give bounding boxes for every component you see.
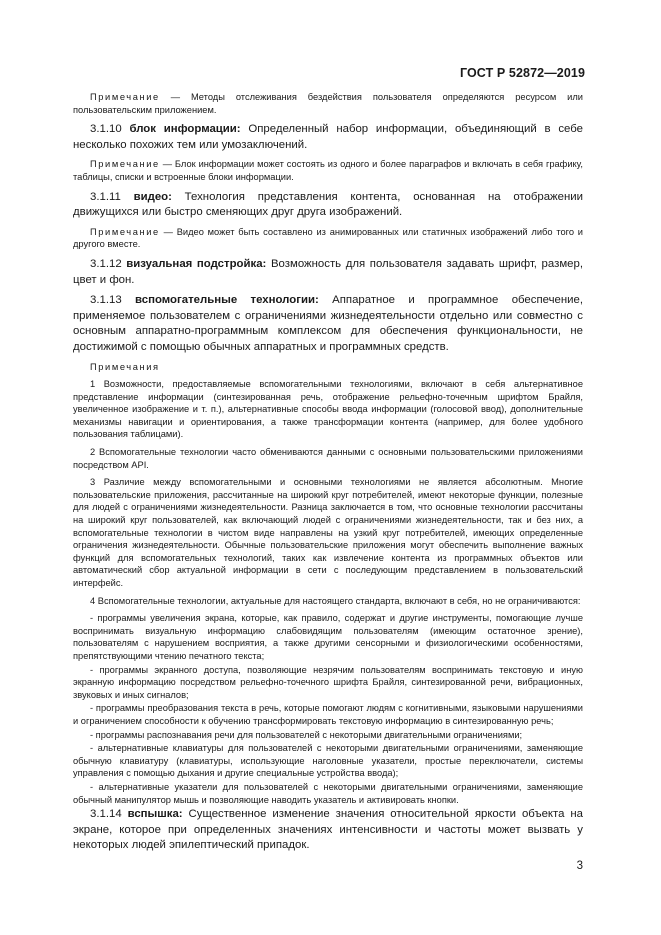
note-text: — Блок информации может состоять из одного и более параграфов и включать в себя графику, таблицы, списки и встроенные блоки информации. xyxy=(73,159,583,182)
term-definition xyxy=(73,122,583,153)
term-text: Аппаратное и программное обеспечение, применяемое пользователем с ограничениями жизнедеятельности отдельно или совместно с основным аппаратно-программным комплексом для обеспечения функциональности, не достижимой с помощью обычных аппаратных и программных средств. xyxy=(73,294,584,353)
numbered-note: 1 Возможности, предоставляемые вспомогательными технологиями, включают в себя альтернативное представление информации (синтезированная речь, отображение рельефно-точечным шрифтом Брайля, увеличенное изображение и т. п.), альтернативные способы ввода информации (голосовой ввод), дополнительные механизмы навигации и ориентирования, а также трансформации контента (например, для более удобного пользования таблицами). xyxy=(73,379,583,440)
term-text: Технология представления контента, основанная на отображении движущихся или быстро сменяющих друг друга изображений. xyxy=(73,190,583,219)
clause-number: 3.1.14 xyxy=(90,808,122,821)
term-name: визуальная подстройка: xyxy=(126,257,267,270)
term-text: Существенное изменение значения относительной яркости объекта на экране, которое при определенных значениях интенсивности и частоты может вызвать у некоторых людей эпилептический припадок. xyxy=(73,808,583,852)
note-text: — Видео может быть составлено из анимированных или статичных изображений либо того и другого вместе. xyxy=(73,226,583,250)
note-paragraph xyxy=(73,158,583,183)
term-text: Возможность для пользователя задавать шрифт, размер, цвет и фон. xyxy=(73,257,583,286)
notes-heading: Примечания xyxy=(90,361,160,372)
clause-number: 3.1.13 xyxy=(90,294,122,307)
term-name: вспомогательные технологии: xyxy=(135,294,319,307)
list-item: - альтернативные указатели для пользователей с некоторыми двигательными ограничениями, заменяющие обычный манипулятор мышь и позволяющие наводить указатель и активировать кнопки. xyxy=(73,781,583,805)
page-number: 3 xyxy=(576,860,583,872)
note-label: Примечание xyxy=(90,159,160,170)
term-definition xyxy=(73,257,583,288)
term-definition xyxy=(73,807,583,854)
numbered-note: 2 Вспомогательные технологии часто обмениваются данными с основными пользовательскими приложениями посредством API. xyxy=(73,447,583,470)
clause-number: 3.1.12 xyxy=(90,257,122,270)
clause-number: 3.1.11 xyxy=(90,190,121,203)
numbered-note: 3 Различие между вспомогательными и основными технологиями не является абсолютным. Многие пользовательские приложения, рассчитанные на широкий круг потребителей, имеют некоторые функции, полезные для людей с ограничениями жизнедеятельности. Разница заключается в том, что основные технологии рассчитаны на широкий круг пользователей, как включающий людей с ограничениями жизнедеятельности, так и без них, а вспомогательные технологии в чистом виде направлены на узкий круг потребителей, имеющих определенные ограничения жизнедеятельности. Обычные пользовательские приложения могут обеспечить выполнение важных функций для вспомогательных технологий, таких как извлечение контента из программных объектов или автоматический сбор актуальной информации в сети с последующим представлением в пользовательский интерфейс. xyxy=(73,477,583,588)
note-text: — Методы отслеживания бездействия пользователя определяются ресурсом или пользовательским приложением. xyxy=(73,92,583,115)
term-name: блок информации: xyxy=(129,123,241,136)
term-definition xyxy=(73,190,583,221)
note-label: Примечание xyxy=(90,226,160,237)
numbered-note: 4 Вспомогательные технологии, актуальные для настоящего стандарта, включают в себя, но не ограничиваются: xyxy=(90,595,581,606)
document-body xyxy=(73,91,583,859)
term-text: Определенный набор информации, объединяющий в себе несколько похожих тем или умозаключений. xyxy=(73,123,583,151)
list-item: - программы преобразования текста в речь, которые помогают людям с когнитивными, языковыми нарушениями и ограничением способности к обучению трансформировать текстовую информацию в синтезированную речь; xyxy=(73,703,583,726)
term-name: видео: xyxy=(133,190,172,203)
list-item: - программы распознавания речи для пользователей с некоторыми двигательными ограничениями; xyxy=(90,729,523,740)
note-paragraph xyxy=(73,226,583,251)
document-header: ГОСТ Р 52872—2019 xyxy=(459,66,585,80)
list-item: - альтернативные клавиатуры для пользователей с некоторыми двигательными ограничениями, заменяющие обычную клавиатуру (клавиатуры, использующие наголовные указатели, простые переключатели, системы управления с помощью дыхания и другие специальные устройства ввода); xyxy=(73,743,583,779)
list-item: - программы экранного доступа, позволяющие незрячим пользователям воспринимать текстовую и иную экранную информацию посредством рельефно-точечного шрифта Брайля, синтезированной речи, вибрационных, звуковых и иных сигналов; xyxy=(73,664,583,700)
clause-number: 3.1.10 xyxy=(90,123,122,136)
note-paragraph xyxy=(73,91,583,116)
note-label: Примечание xyxy=(90,92,160,102)
term-name: вспышка: xyxy=(127,808,183,821)
term-definition xyxy=(73,293,583,355)
list-item: - программы увеличения экрана, которые, как правило, содержат и другие инструменты, помогающие лучше воспринимать визуальную информацию слабовидящим пользователям (имеющим остаточное зрение), пользователям с нарушением восприятия, а также другими сенсорными и физиологическими особенностями, препятствующими чтению печатного текста; xyxy=(73,613,583,661)
